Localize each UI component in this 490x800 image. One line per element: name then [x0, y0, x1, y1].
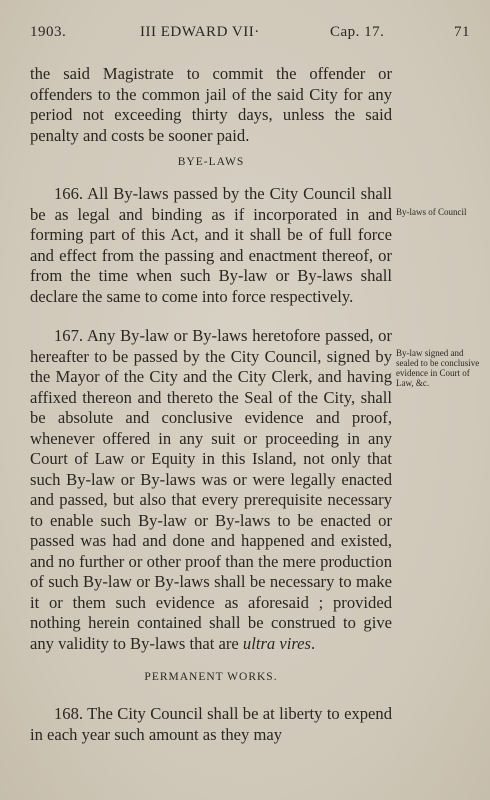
header-title: III EDWARD VII· — [140, 24, 260, 40]
header-page-number: 71 — [454, 24, 470, 40]
section-167-text — [30, 326, 392, 654]
opening-paragraph — [30, 64, 392, 146]
section-168 — [30, 704, 392, 745]
byelaws-heading: BYE-LAWS — [177, 156, 245, 168]
section-168-text: 168. The City Council shall be at liberty to expend in each year such amount as they may — [30, 704, 392, 744]
header-chapter: Cap. 17. — [330, 24, 385, 40]
header-year: 1903. — [30, 24, 67, 40]
section-166-text: 166. All By-laws passed by the City Council shall be as legal and binding as if incorporated in and forming part of this Act, and it shall be of full force and effect from the passing and enactment thereof, or from the time when such By-law or By-laws shall declare the same to come into force respectively. — [30, 184, 392, 306]
section-166 — [30, 184, 392, 307]
section-167-margin-note: By-law signed and sealed to be conclusive evidence in Court of Law, &c. — [396, 348, 480, 388]
page-header — [30, 24, 470, 46]
section-167-italic: ultra vires — [242, 633, 311, 653]
section-167-main: 167. Any By-law or By-laws heretofore passed, or hereafter to be passed by the City Council, signed by the Mayor of the City and the City Clerk, and having affixed thereon and thereto the Seal of the City, shall be absolute and conclusive evidence and proof, whenever offered in any suit or proceeding in any Court of Law or Equity in this Island, not only that such By-law or By-laws was or were legally enacted and passed, but also that every prerequisite necessary to enable such By-law or By-laws to be enacted or passed was had and done and happened and existed, and no further or other proof than the mere production of such By-law or By-laws shall be necessary to make it or them such evidence as aforesaid ; provided nothing herein contained shall be construed to give any validity to By-laws that are — [30, 326, 392, 653]
section-167 — [30, 326, 392, 654]
section-166-margin-note: By-laws of Council — [396, 207, 467, 217]
section-167-end: . — [310, 633, 316, 653]
permanent-works-heading: PERMANENT WORKS. — [144, 671, 278, 683]
opening-text: the said Magistrate to commit the offender or offenders to the common jail of the said City for any period not exceeding thirty days, unless the said penalty and costs be sooner paid. — [30, 64, 392, 145]
